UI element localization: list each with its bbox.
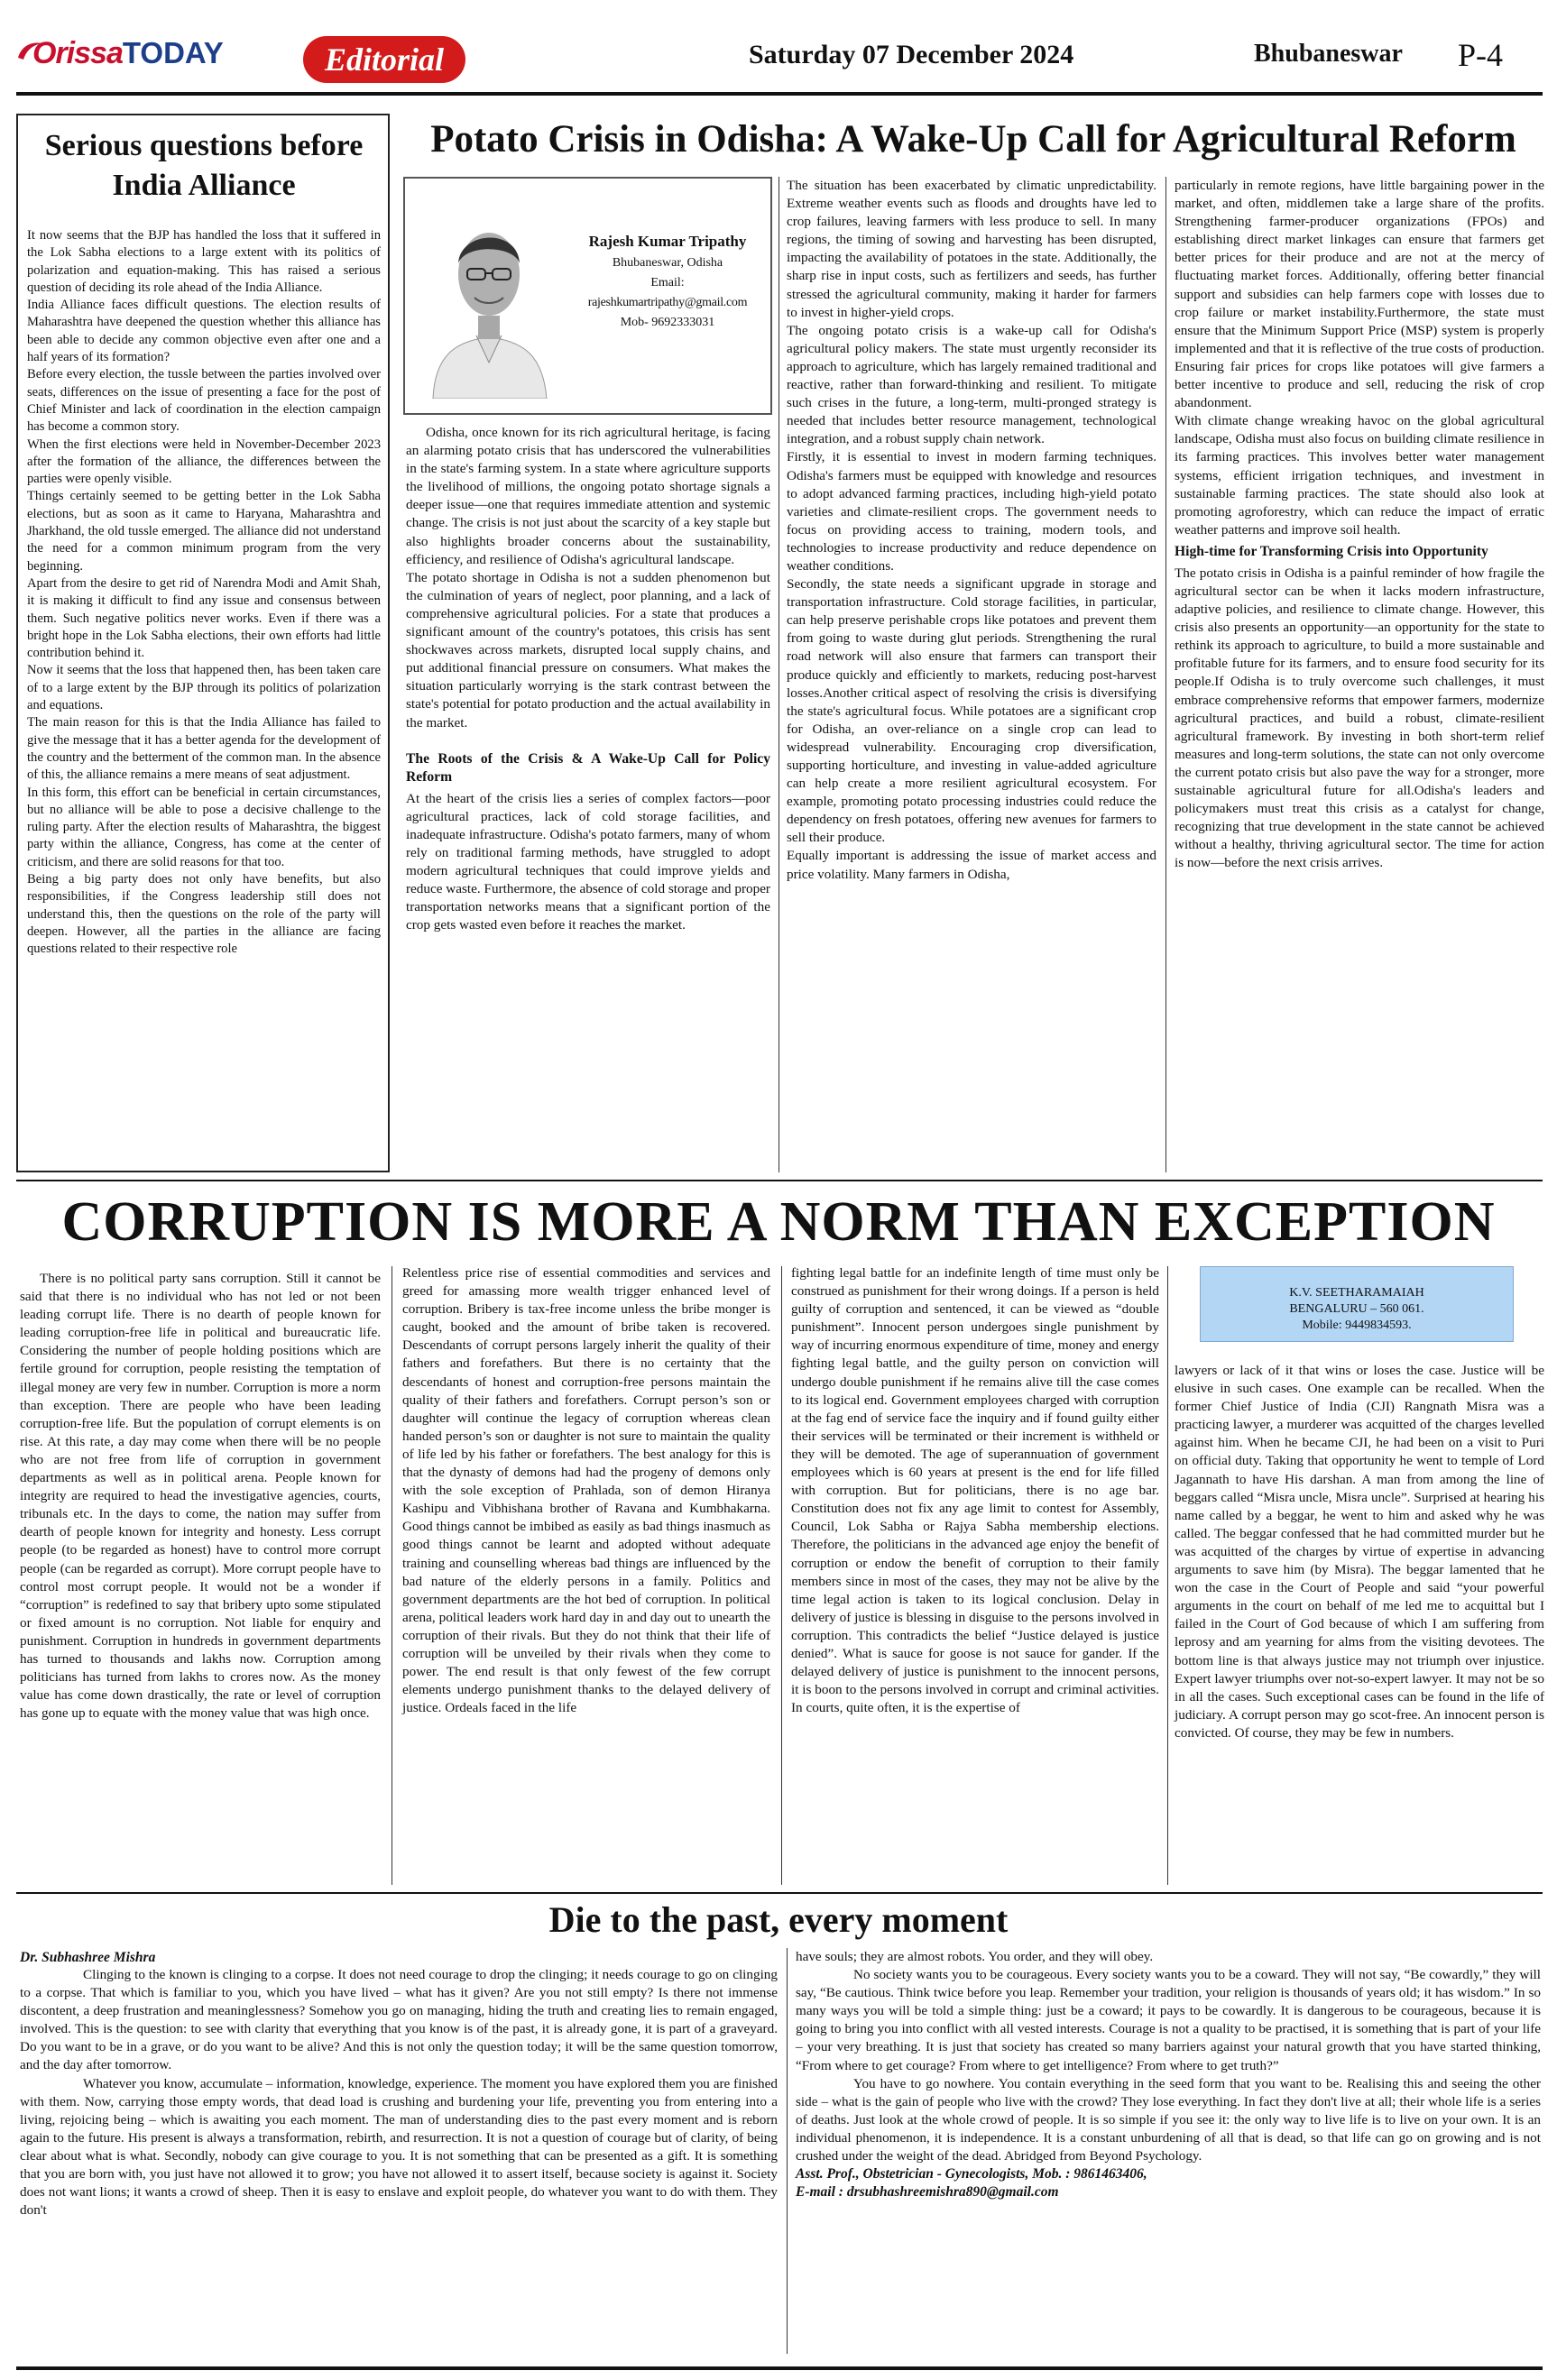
author-email[interactable]: rajeshkumartripathy@gmail.com	[587, 296, 748, 309]
potato-article-headline: Potato Crisis in Odisha: A Wake-Up Call for Agricultural Reform	[430, 118, 1516, 161]
die-article-headline: Die to the past, every moment	[548, 1899, 1009, 1940]
paragraph: Being a big party does not only have benefits, but also responsibilities, if the Congress leadership still does not understand this, then the questions on the role of the party will deepen. However, all the parties in the alliance are facing questions related to their respective role	[27, 871, 381, 957]
paragraph: In this form, this effort can be beneficial in certain circumstances, but no alliance will be able to pose a decisive challenge to the ruling party. After the election results of Maharashtra, the biggest party within the alliance, Congress, has come at the center of criticism, and there are solid reasons for that too.	[27, 785, 381, 869]
die-column-1	[20, 1966, 778, 2219]
author-city: BENGALURU – 560 061.	[1289, 1302, 1424, 1316]
column-divider	[778, 177, 779, 1172]
paragraph: When the first elections were held in November-December 2023 after the formation of the alliance, the differences between the parties were openly visible.	[27, 436, 381, 487]
author-mobile: Mobile: 9449834593.	[1302, 1319, 1412, 1332]
paragraph: Equally important is addressing the issue of market access and price volatility. Many farmers in Odisha,	[787, 848, 1156, 882]
author-city: Bhubaneswar, Odisha	[612, 256, 723, 270]
issue-date: Saturday 07 December 2024	[749, 40, 1074, 69]
column-divider	[1167, 1266, 1168, 1885]
paragraph: The potato shortage in Odisha is not a sudden phenomenon but the culmination of years of neglect, poor planning, and a lack of comprehensive agricultural policies. For a state that produces a significant amount of the country's potatoes, this crisis has sent shockwaves across markets, disrupted local supply chains, and put additional financial pressure on consumers. What makes the situation particularly worrying is the stark contrast between the state's potential for potato production and the actual availability in the market.	[406, 569, 770, 731]
author-name: Rajesh Kumar Tripathy	[588, 233, 747, 250]
column-divider	[1165, 177, 1166, 1172]
paragraph: fighting legal battle for an indefinite length of time must only be construed as punishment for their wrong doings. If a person is held guilty of corruption and sentenced, it can be viewed as “double punishment”. Innocent person undergoes single punishment by way of incurring enormous expenditure of time, money and energy fighting legal battle, and the guilty person on conviction will undergo double punishment if he remains alive till the case comes to its logical end. Government employees charged with corruption at the fag end of service face the inquiry and if found guilty either their services will be terminated or their increment is withheld or they will be demoted. The age of superannuation of government employees which is 60 years at present is the end for life filled with corruption. But for politicians, there is no age bar. Constitution does not fix any age limit to contest for Assembly, Council, Lok Sabha or Rajya Sabha membership elections. Therefore, the politicians in the advanced age enjoy the benefit of corruption or endow the benefit of corruption to their family members since in most of the cases, they may not be alive by the time legal action is taken to its logical conclusion. Delay in delivery of justice is blessing in disguise to the persons involved in corruption. This contradicts the belief “Justice delayed is justice denied”. What is sauce for goose is not sauce for gander. If the delayed delivery of justice is punishment to the innocent persons, it is boon to the persons involved in corrupt and criminal activities. In courts, quite often, it is the expertise of	[791, 1265, 1159, 1716]
footer-rule	[16, 2366, 1543, 2370]
page-number: P-4	[1458, 37, 1504, 73]
paragraph: Apart from the desire to get rid of Narendra Modi and Amit Shah, it is making it difficult to find any issue and consensus between them. Such negative politics never works. Even if there was a bright hope in the Lok Sabha elections, their own efforts had little contribution behind it.	[27, 575, 381, 661]
section-rule	[16, 1892, 1543, 1894]
die-column-2	[796, 1948, 1541, 2201]
author-email-label: Email:	[650, 276, 685, 289]
column-divider	[781, 1266, 782, 1885]
paragraph: No society wants you to be courageous. Every society wants you to be a coward. They will not say, “Be cowardly,” they will say, “Be cautious. Think twice before you leap. Remember your tradition, your religion is thousands of years old; it has wisdom.” In so many ways you will be told a simple thing: just be a coward; it pays to be cowardly. It is dangerous to be courageous, because it is going to bring you into conflict with all vested interests. Courage is not a quality to be practised, it is something that is part of your life – your very breathing. It is just that society has created so many barriers against your natural growth that you have started thinking, “From where to get courage? From where to get intelligence? From where to get truth?”	[796, 1967, 1541, 2073]
paragraph: There is no political party sans corruption. Still it cannot be said that there is no individual who has not led or not been leading corrupt life. There is no dearth of people known for leading corruption-free life in political and bureaucratic life. Considering the number of people holding positions which are fertile ground for corruption, people resisting the temptation of illegal money are very few in number. Corruption is more a norm than exception. There are people who have been leading corruption-free life. But the population of corrupt elements is on rise. At this rate, a day may come when there will be no people who are not free from life of corruption in government departments as well as in political arena. People known for integrity are required to head the investigative agencies, courts, tribunals etc. In the days to come, the nation may suffer from dearth of people known for integrity and honesty. Less corrupt people (to be regarded as honest) have to control more corrupt people (can be regarded as corrupt). More corrupt people have to control most corrupt people. It would not be a wonder if “corruption” is redefined to say that bribery upto some stipulated or fixed amount is no corruption. Not liable for enquiry and punishment. Corruption in hundreds in government departments has turned to thousands and lakhs now. Corruption among politicians has turned from lakhs to crores now. As the money value has come down drastically, the rate or level of corruption has gone up to equate with the money value that was high once.	[20, 1271, 381, 1722]
paragraph: Clinging to the known is clinging to a corpse. It does not need courage to drop the clinging; it needs courage to go on clinging to a corpse. That which is familiar to you, which you have lived – what has it given? Are you not still empty? Is there not immense discontent, a deep frustration and meaninglessness? Somehow you go on managing, hiding the truth and creating lies to remain engaged, involved. This is the question: to see with clarity that everything that you know is of the past, it is already gone, it is part of a graveyard. Do you want to be in a grave, or do you want to be alive? And this is not only the question today; it will be the same question tomorrow, and the day after tomorrow.	[20, 1967, 778, 2073]
corruption-column-4	[1175, 1362, 1544, 1742]
section-rule	[16, 1180, 1543, 1181]
paragraph: Relentless price rise of essential commodities and services and greed for amassing more wealth trigger enhanced level of corruption. Bribery is tax-free income unless the bribe monger is caught, booked and the amount of bribe taken is recovered. Descendants of corrupt persons largely inherit the quality of their fathers and forefathers. But there is no certainty that the descendants of honest and corruption-free persons maintain the quality of their fathers and forefathers. Corrupt person’s son or daughter will continue the legacy of corruption whereas clean handed person’s son or daughter is not sure to maintain the quality of life led by his father or forefathers. The best analogy for this is that the dynasty of demons had had the progeny of demons only with the sole exception of Prahlada, son of demon Hiranya Kashipu and Vibhishana brother of Ravana and Kumbhakarna. Good things cannot be imbibed as easily as bad things inasmuch as good things cannot be learnt and adopted without adequate training and counselling whereas bad things are influenced by the bad nature of the elderly persons in a family. Politics and government departments are the hot bed of corruption. In political arena, political leaders work hard day in and day out to unearth the corruption of their rivals. But they do not think that their life of corruption will be unveiled by their rivals when they come to power. The end result is that only fewest of the few corrupt elements undergo punishment thanks to the delayed delivery of justice. Ordeals faced in the life	[402, 1265, 770, 1716]
column-divider	[787, 1948, 788, 2354]
paragraph: It now seems that the BJP has handled the loss that it suffered in the Lok Sabha elections to a large extent with its politics of polarization and equation-making. This has raised a serious question of deciding its role ahead of the India Alliance.	[27, 228, 381, 295]
paragraph: Secondly, the state needs a significant upgrade in storage and transportation infrastructure. Cold storage facilities, in particular, can help preserve perishable crops like potatoes and prevent them from going to waste during glut periods. Strengthening the rural road network will also ensure that farmers can transport their produce quickly and efficiently to markets, reducing post-harvest losses.Another critical aspect of resolving the crisis is diversifying the state's agricultural focus. While potatoes are a significant crop for Odisha, an over-reliance on a single crop can lead to widespread vulnerability. Encouraging crop diversification, supporting horticulture, and investing in value-added agriculture can help create a more resilient agricultural ecosystem. For example, promoting potato processing industries could reduce the dependency on fresh potatoes, offering new avenues for farmers to sell their produce.	[787, 576, 1156, 846]
logo-text-orissa: Orissa	[32, 36, 123, 70]
section-label: Editorial	[303, 36, 465, 83]
paragraph: Now it seems that the loss that happened then, has been taken care of to a large extent by the BJP through its politics of polarization and equations.	[27, 663, 381, 713]
author-email[interactable]: E-mail : drsubhashreemishra890@gmail.com	[796, 2184, 1059, 2201]
paragraph: Whatever you know, accumulate – information, knowledge, experience. The moment you have explored them you are finished with them. Now, carrying those empty words, that dead load is crushing and burdening your life, preventing you from entering into a living, rejoicing being – which is awaiting you each moment. The man of understanding dies to the past every moment and is reborn again to the future. His present is always a transformation, rebirth, and resurrection. It is not a question of courage but of clarity, of being clear about what is what. Secondly, nobody can give courage to you. It is not something that can be presented as a gift. It is something that you are born with, you just have not allowed it to grow; you have not allowed it to assert itself, because society is against it. Society does not want lions; it wants a crowd of sheep. Then it is easy to enslave and exploit people, do whatever you want to do with them. They don't	[20, 2075, 778, 2219]
author-photo	[415, 191, 564, 399]
paragraph: particularly in remote regions, have little bargaining power in the market, and often, middlemen take a large share of the profits. Strengthening farmer-producer organizations (FPOs) and establishing direct market linkages can ensure that farmers get better prices for their produce and are not at the mercy of fluctuating market forces. Additionally, offering better financial support and subsidies can help farmers cope with losses due to crop failure or market instability.Furthermore, the state must ensure that the Minimum Support Price (MSP) system is properly implemented and that it is reflective of the true costs of production. Ensuring fair prices for crops like potatoes will give farmers a better incentive to produce and sell, reducing the risk of crop abandonment.	[1175, 178, 1544, 411]
corruption-headline: CORRUPTION IS MORE A NORM THAN EXCEPTION	[61, 1191, 1496, 1253]
potato-column-1	[406, 424, 770, 934]
left-editorial-title: Serious questions before India Alliance	[44, 129, 364, 202]
subheading: High-time for Transforming Crisis into Opportunity	[1175, 543, 1488, 559]
masthead	[0, 0, 1557, 99]
paragraph: The situation has been exacerbated by climatic unpredictability. Extreme weather events such as floods and droughts have led to crop failures, leaving farmers with less produce to sell. In many regions, the timing of sowing and harvesting has been disrupted, impacting the availability of potatoes in the state. Additionally, the sharp rise in input costs, such as fertilizers and seeds, has further stressed the agricultural community, making it harder for farmers to invest in higher-yield crops.	[787, 178, 1156, 320]
author-name: K.V. SEETHARAMAIAH	[1289, 1286, 1424, 1300]
header-rule	[16, 92, 1543, 96]
paragraph: At the heart of the crisis lies a series of complex factors—poor agricultural practices, lack of cold storage facilities, and inadequate infrastructure. Odisha's potato farmers, many of whom rely on traditional farming methods, have struggled to adopt modern agricultural techniques that could improve yields and reduce waste. Furthermore, the absence of cold storage and proper transportation networks means that a significant portion of the crop gets wasted even before it reaches the market.	[406, 790, 770, 933]
edition-city: Bhubaneswar	[1254, 40, 1403, 68]
paragraph: Firstly, it is essential to invest in modern farming techniques. Odisha's farmers must be equipped with knowledge and resources to adopt advanced farming practices, including high-yield potato varieties and climate-resilient crops. The government needs to focus on providing access to training, modern tools, and technologies to increase productivity and reduce dependence on weather conditions.	[787, 449, 1156, 574]
corruption-column-1	[20, 1270, 381, 1723]
potato-column-2	[787, 177, 1156, 884]
paragraph: India Alliance faces difficult questions. The election results of Maharashtra have deepened the question whether this alliance has been able to decide any common objective even after one and a half years of its formation?	[27, 298, 381, 365]
paragraph: The ongoing potato crisis is a wake-up call for Odisha's agricultural policy makers. The state must urgently reconsider its approach to agriculture, which has largely remained traditional and reactive, rather than forward-thinking and resilient. To mitigate such crises in the future, a long-term, multi-pronged strategy is needed that includes better resource management, technological integration, and a robust supply chain network.	[787, 322, 1156, 447]
paragraph: Odisha, once known for its rich agricultural heritage, is facing an alarming potato crisis that has underscored the vulnerabilities in the state's farming system. In a state where agriculture supports the livelihood of millions, the ongoing potato shortage signals a deeper issue—one that requires immediate attention and systemic change. The crisis is not just about the scarcity of a key staple but also highlights broader concerns about the sustainability, efficiency, and resilience of Odisha's agricultural landscape.	[406, 425, 770, 567]
paragraph: lawyers or lack of it that wins or loses the case. Justice will be elusive in such cases. One example can be recalled. When the former Chief Justice of India (CJI) Rangnath Misra was a practicing lawyer, a murderer was acquitted of the charges levelled against him. When he became CJI, he had been on a visit to Puri on official duty. Taking that opportunity he went to temple of Lord Jagannath to have His darshan. A man from among the line of beggars called “Misra uncle, Misra uncle”. Surprised at hearing his name called by a beggar, he went to him and asked why he was called. The beggar confessed that he had committed murder but he was acquitted of the charges by virtue of expertise in advancing arguments to save him (by Misra). The beggar lamented that he won the case in the Court of People and said “your powerful arguments in the court on behalf of me led me to acquittal but I failed in the Court of God because of which I am suffering from leprosy and am yearning for alms from the visiting devotees. The bottom line is that always justice may not triumph over injustice. Expert lawyer triumphs over not-so-expert lawyer. It may not be so in all the cases. Such exceptional cases can be found in the life of judiciary. A corrupt person may go scot-free. An innocent person is convicted. Of course, they may be few in numbers.	[1175, 1363, 1544, 1741]
author-credentials: Asst. Prof., Obstetrician - Gynecologists, Mob. : 9861463406,	[796, 2166, 1147, 2182]
logo-text-today: TODAY	[122, 36, 224, 69]
paragraph: You have to go nowhere. You contain everything in the seed form that you want to be. Realising this and seeing the other side – what is the gain of people who live with the crowd? They lose everything. In fact they don't live at all; their whole life is a series of deaths. Just look at the whole crowd of people. It is so simple if you see it: the only way to live life is to live on your own. It is an individual phenomenon, it is independence. It is a constant unburdening of all that is dead, so that life can go on growing and is not crushed under the weight of the dead. Abridged from Beyond Psychology.	[796, 2075, 1541, 2164]
die-article-author: Dr. Subhashree Mishra	[20, 1950, 156, 1965]
potato-column-3	[1175, 177, 1544, 872]
paragraph: have souls; they are almost robots. You order, and they will obey.	[796, 1949, 1154, 1964]
paragraph: With climate change wreaking havoc on the global agricultural landscape, Odisha must also focus on building climate resilience in its farming practices. This involves better water management systems, efficient irrigation techniques, and investment in sustainable farming practices. The state should also look at promoting agroforestry, which can reduce the impact of erratic weather patterns and improve soil health.	[1175, 413, 1544, 538]
paragraph: The potato crisis in Odisha is a painful reminder of how fragile the agricultural sector can be when it lacks modern infrastructure, adaptive policies, and resilience to climate change. However, this crisis also presents an opportunity—an opportunity for the state to rethink its approach to agriculture, to build a more sustainable and profitable future for its farmers, and to ensure food security for its people.If Odisha is to truly overcome such challenges, it must embrace comprehensive reforms that empower farmers, modernize agricultural practices, and build a robust, climate-resilient agricultural framework. By investing in both short-term relief measures and long-term solutions, the state can not only overcome the current potato crisis but also pave the way for a stronger, more sustainable agricultural future for all.Odisha's leaders and policymakers must treat this crisis as a catalyst for change, recognizing that true development in the state cannot be achieved without a healthy, thriving agricultural sector. The time for action is now—before the next crisis arrives.	[1175, 565, 1544, 871]
subheading: The Roots of the Crisis & A Wake-Up Call for Policy Reform	[406, 750, 770, 785]
paragraph: The main reason for this is that the India Alliance has failed to give the message that it has a better agenda for the development of the country and the betterment of the common man. In the absence of this, the alliance remains a mere means of seat adjustment.	[27, 715, 381, 783]
paragraph: Before every election, the tussle between the parties involved over seats, differences on the issue of presenting a face for the post of Chief Minister and lack of coordination in the election campaign has become a common story.	[27, 367, 381, 435]
author-mobile: Mob- 9692333031	[620, 316, 715, 329]
paragraph: Things certainly seemed to be getting better in the Lok Sabha elections, but as soon as it came to Haryana, Maharashtra and Jharkhand, the old tussle emerged. The alliance did not understand the need for a common minimum program from the very beginning.	[27, 489, 381, 574]
corruption-column-3	[791, 1264, 1159, 1717]
logo	[32, 36, 258, 72]
corruption-author-box	[1200, 1266, 1514, 1342]
corruption-column-2	[402, 1264, 770, 1717]
left-editorial-body	[27, 227, 381, 958]
